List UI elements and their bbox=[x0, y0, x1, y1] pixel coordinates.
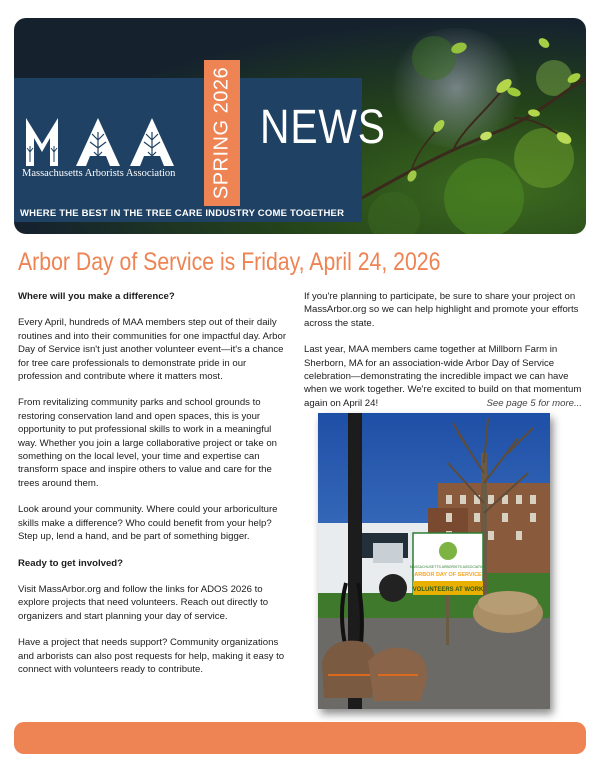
footer-bar bbox=[14, 722, 586, 754]
header-banner bbox=[14, 18, 586, 234]
tree-logo-icon bbox=[24, 116, 204, 168]
paragraph: Visit MassArbor.org and follow the links for ADOS 2026 to explore projects that need volunteers. Reach out directly to organizers and start planning your day of service. bbox=[18, 583, 269, 622]
volunteers-photo bbox=[318, 413, 550, 709]
lead-question: Where will you make a difference? bbox=[18, 291, 175, 302]
sign-banner: VOLUNTEERS AT WORK bbox=[412, 587, 484, 593]
article-headline: Arbor Day of Service is Friday, April 24, 2026 bbox=[18, 248, 441, 276]
article-right-column bbox=[304, 290, 582, 423]
org-name: Massachusetts Arborists Association bbox=[22, 168, 176, 179]
paragraph: Look around your community. Where could your arboriculture skills make a difference? Who could benefit from your help? Step up, lend a hand, and be part of something bigger. bbox=[18, 504, 278, 543]
season-band bbox=[204, 60, 240, 206]
paragraph: Have a project that needs support? Community organizations and arborists can also post requests for help, making it easy to connect with volunteers ready to contribute. bbox=[18, 637, 285, 675]
article-left-column bbox=[18, 290, 292, 689]
subhead: Ready to get involved? bbox=[18, 557, 124, 569]
sign-org: MASSACHUSETTS ARBORISTS ASSOCIATION bbox=[409, 565, 487, 569]
sign-title: ARBOR DAY OF SERVICE bbox=[414, 572, 482, 578]
paragraph: Every April, hundreds of MAA members step out of their daily routines and into their communities for one impactful day. Arbor Day of Service isn't just another volunteer event—it's a chance for tree care professionals to demonstrate pride in our profession and contribute where it matters most. bbox=[18, 317, 287, 383]
section-title: NEWS bbox=[260, 101, 386, 154]
event-photo bbox=[318, 413, 550, 709]
season-label: SPRING 2026 bbox=[210, 66, 233, 200]
tagline: WHERE THE BEST IN THE TREE CARE INDUSTRY COME TOGETHER bbox=[20, 208, 345, 219]
paragraph bbox=[304, 343, 582, 410]
paragraph: If you're planning to participate, be sure to share your project on MassArbor.org so we can help highlight and promote your efforts across the state. bbox=[304, 291, 579, 329]
paragraph-text: Last year, MAA members came together at Millborn Farm in Sherborn, MA for an association-wide Arbor Day of Service celebration—demonstrating the incredible impact we can have when we work together. We're excited to build on that momentum again on April 24! bbox=[304, 344, 582, 409]
paragraph: From revitalizing community parks and school grounds to restoring conservation land and open spaces, this is your opportunity to put professional skills to work in a meaningful way. Whether you join a large collaborative project or take on something on the local level, your time and expertise can transform space and inspire others to value and care for the trees around them. bbox=[18, 397, 277, 489]
see-more-link[interactable]: See page 5 for more... bbox=[486, 397, 582, 409]
